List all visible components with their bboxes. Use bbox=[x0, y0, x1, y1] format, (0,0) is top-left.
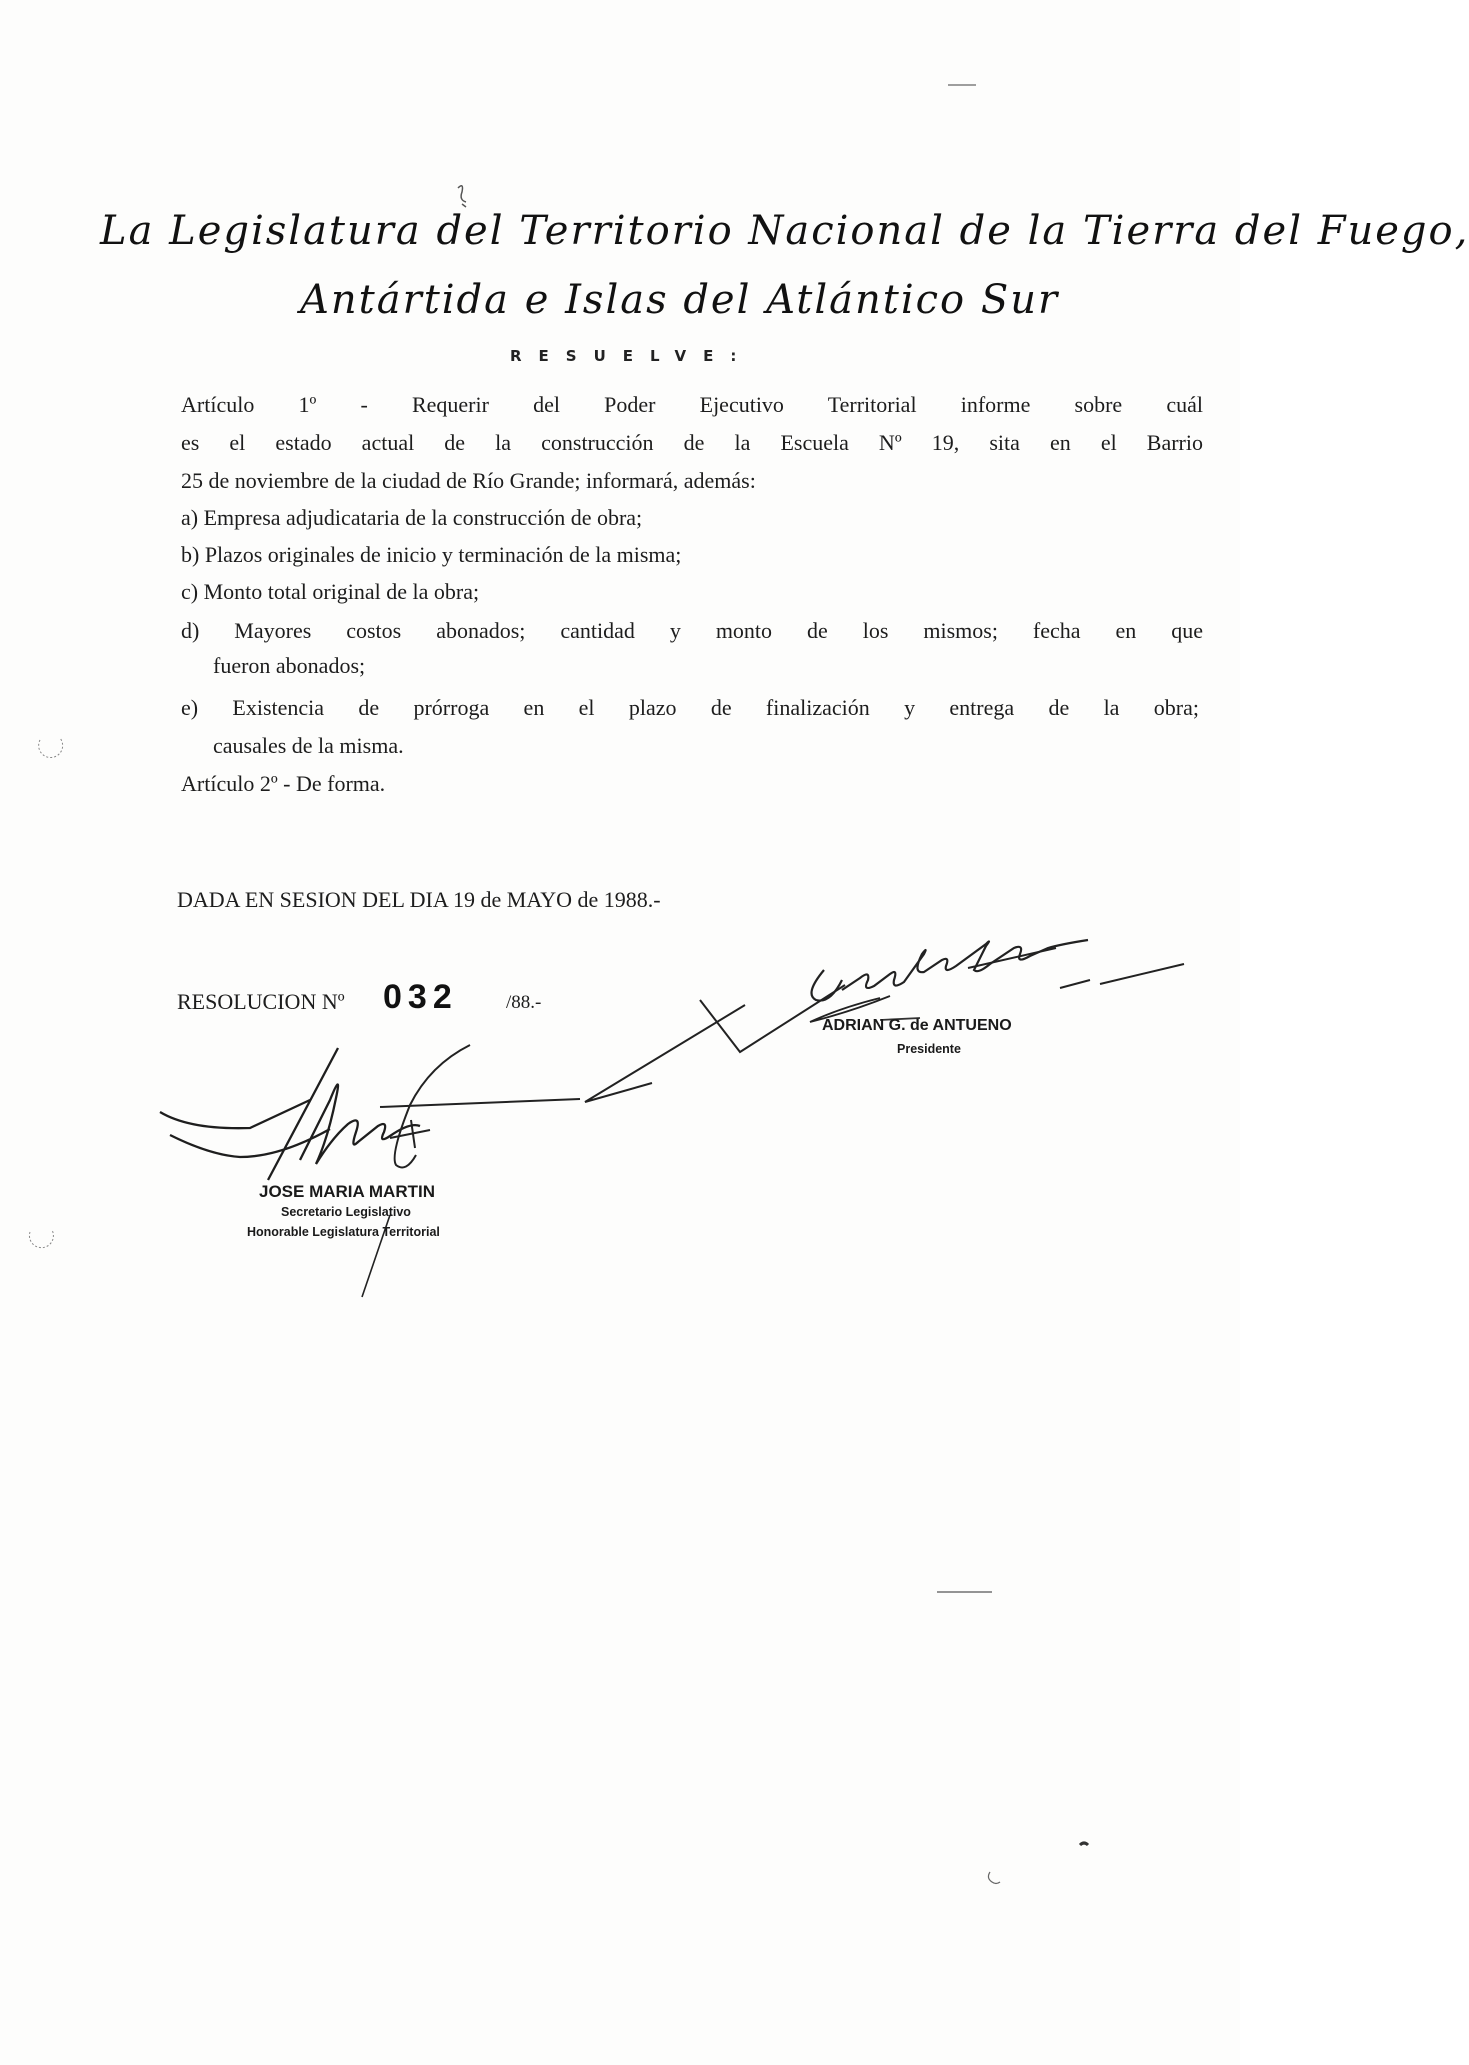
item-d-line2: fueron abonados; bbox=[213, 653, 366, 678]
item-a: a) Empresa adjudicataria de la construcción de obra; bbox=[181, 505, 643, 530]
item-e-line1: e) Existencia de prórroga en el plazo de finalización y entrega de la obra; bbox=[181, 695, 1199, 720]
articulo-1-line2: es el estado actual de la construcción de la Escuela Nº 19, sita en el Barrio bbox=[181, 430, 1203, 455]
item-e-line2: causales de la misma. bbox=[213, 733, 404, 758]
articulo-1-line1: Artículo 1º - Requerir del Poder Ejecutivo Territorial informe sobre cuál bbox=[181, 392, 1203, 417]
articulo-2: Artículo 2º - De forma. bbox=[181, 771, 386, 796]
dada-en-sesion: DADA EN SESION DEL DIA 19 de MAYO de 1988.- bbox=[177, 887, 661, 912]
resolucion-year: /88.- bbox=[506, 992, 542, 1013]
legislature-heading-line1: La Legislatura del Territorio Nacional de la Tierra del Fuego, bbox=[100, 208, 1469, 254]
secretary-title: Secretario Legislativo bbox=[281, 1205, 411, 1219]
legislature-heading-line2: Antártida e Islas del Atlántico Sur bbox=[300, 277, 1060, 323]
resuelve-heading: RESUELVE: bbox=[510, 347, 754, 365]
secretary-name: JOSE MARIA MARTIN bbox=[259, 1182, 435, 1201]
secretary-organization: Honorable Legislatura Territorial bbox=[247, 1225, 440, 1239]
resolucion-number: 032 bbox=[383, 978, 458, 1016]
secretary-signature bbox=[160, 1048, 420, 1180]
item-d-line1: d) Mayores costos abonados; cantidad y monto de los mismos; fecha en que bbox=[181, 618, 1203, 643]
item-c: c) Monto total original de la obra; bbox=[181, 579, 480, 604]
president-title: Presidente bbox=[897, 1042, 961, 1056]
articulo-1-line3: 25 de noviembre de la ciudad de Río Grande; informará, además: bbox=[181, 468, 756, 493]
president-name: ADRIAN G. de ANTUENO bbox=[822, 1017, 1012, 1034]
resolucion-label: RESOLUCION Nº bbox=[177, 989, 345, 1014]
president-signature bbox=[812, 940, 1089, 1001]
item-b: b) Plazos originales de inicio y terminación de la misma; bbox=[181, 542, 682, 567]
